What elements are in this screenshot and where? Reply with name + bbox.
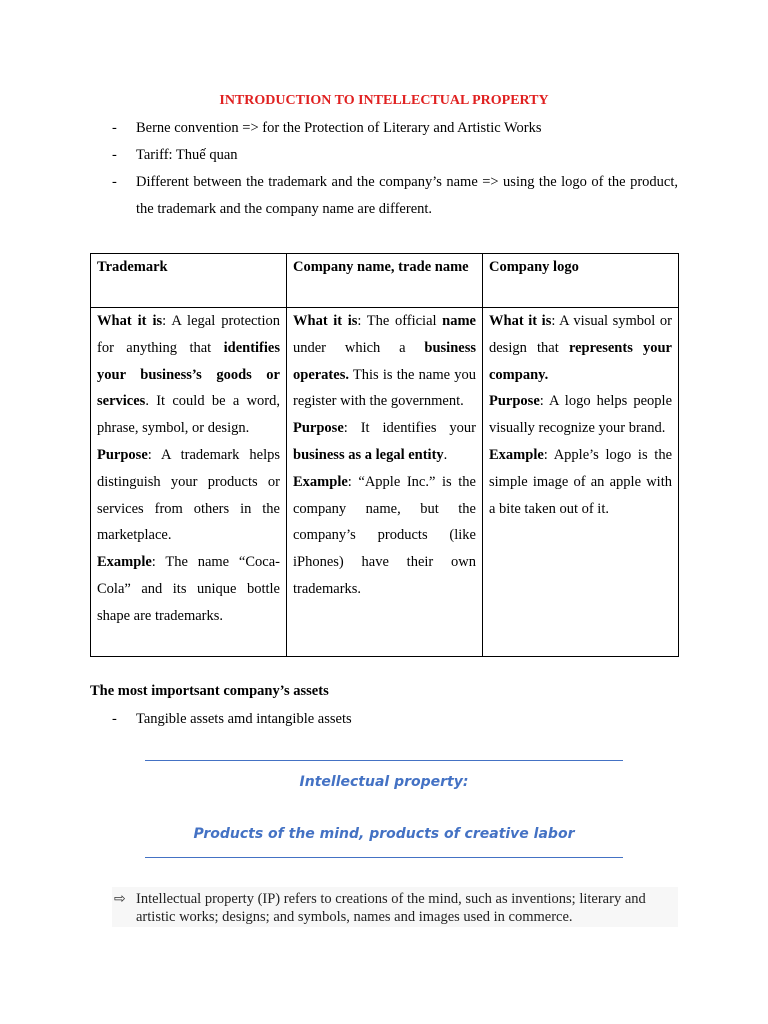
purpose-paragraph: [293, 415, 476, 469]
emphasis: identifies your business’s goods or services: [97, 339, 280, 410]
emphasis: represents your company.: [489, 339, 672, 383]
label: Purpose: [97, 446, 148, 463]
text: : The official: [357, 313, 443, 329]
header-company-name: Company name, trade name: [287, 254, 483, 308]
label: Example: [293, 473, 348, 490]
quote-line-2: Products of the mind, products of creative labor: [193, 826, 575, 842]
quote-top-rule: [145, 760, 623, 761]
bullet-text: Berne convention => for the Protection of Literary and Artistic Works: [136, 120, 542, 136]
text: This is the name you register with the government.: [293, 366, 476, 410]
arrow-bullet-icon: ⇨: [114, 891, 126, 907]
ip-definition-text: Intellectual property (IP) refers to creations of the mind, such as inventions; literary and artistic works; designs; and symbols, names and images used in commerce.: [136, 891, 646, 925]
emphasis: business as a legal entity: [293, 446, 444, 463]
bullet-dash: -: [112, 711, 117, 727]
text: : Apple’s logo is the simple image of an apple with a bite taken out of it.: [489, 446, 672, 517]
text: : A logo helps people visually recognize your brand.: [489, 393, 672, 437]
header-company-logo: Company logo: [483, 254, 679, 308]
bullet-item: [90, 142, 678, 169]
bullet-text: Different between the trademark and the company’s name => using the logo of the product, the trademark and the company name are different.: [136, 174, 678, 217]
bullet-item: [90, 115, 678, 142]
header-trademark: Trademark: [91, 254, 287, 308]
label: What it is: [489, 313, 552, 329]
bullet-dash: -: [112, 174, 117, 190]
table-row: [91, 308, 679, 657]
example-paragraph: [489, 442, 672, 522]
intro-bullet-list: [90, 115, 678, 223]
text: : A legal protection for anything that: [97, 313, 280, 356]
cell-trademark: [91, 308, 287, 657]
label: Example: [489, 446, 544, 463]
document-title: INTRODUCTION TO INTELLECTUAL PROPERTY: [219, 93, 549, 108]
section-heading: The most importsant company’s assets: [90, 683, 329, 699]
text: : “Apple Inc.” is the company name, but the company’s products (like iPhones) have their own trademarks.: [293, 473, 476, 597]
bullet-item: [90, 169, 678, 223]
bullet-dash: -: [112, 147, 117, 163]
text: .: [443, 446, 448, 463]
example-paragraph: [293, 469, 476, 603]
cell-company-logo: [483, 308, 679, 657]
label: Purpose: [293, 420, 344, 437]
label: Purpose: [489, 393, 540, 410]
what-it-is-paragraph: [489, 308, 672, 388]
comparison-table: [90, 253, 679, 657]
emphasis: name: [442, 313, 476, 329]
bullet-text: Tariff: Thuế quan: [136, 147, 238, 163]
table-header-row: [91, 254, 679, 308]
quote-bottom-rule: [145, 857, 623, 858]
label: What it is: [97, 313, 163, 329]
text: . It could be a word, phrase, symbol, or design.: [97, 393, 280, 437]
text: : A trademark helps distinguish your products or services from others in the marketplace.: [97, 446, 280, 544]
text: : A visual symbol or design that: [489, 313, 672, 356]
assets-bullet-list: [90, 706, 678, 733]
text: : The name “Coca-Cola” and its unique bottle shape are trademarks.: [97, 554, 280, 624]
text: under which a: [293, 339, 425, 356]
emphasis: business operates.: [293, 339, 476, 383]
bullet-item: [90, 706, 678, 733]
what-it-is-paragraph: [293, 308, 476, 415]
purpose-paragraph: [489, 388, 672, 442]
bullet-dash: -: [112, 120, 117, 136]
bullet-text: Tangible assets amd intangible assets: [136, 711, 352, 727]
cell-company-name: [287, 308, 483, 657]
what-it-is-paragraph: [97, 308, 280, 442]
example-paragraph: [97, 549, 280, 629]
quote-line-1: Intellectual property:: [299, 774, 469, 790]
text: : It identifies your: [343, 420, 476, 437]
purpose-paragraph: [97, 442, 280, 549]
label: What it is: [293, 313, 358, 329]
label: Example: [97, 554, 152, 571]
